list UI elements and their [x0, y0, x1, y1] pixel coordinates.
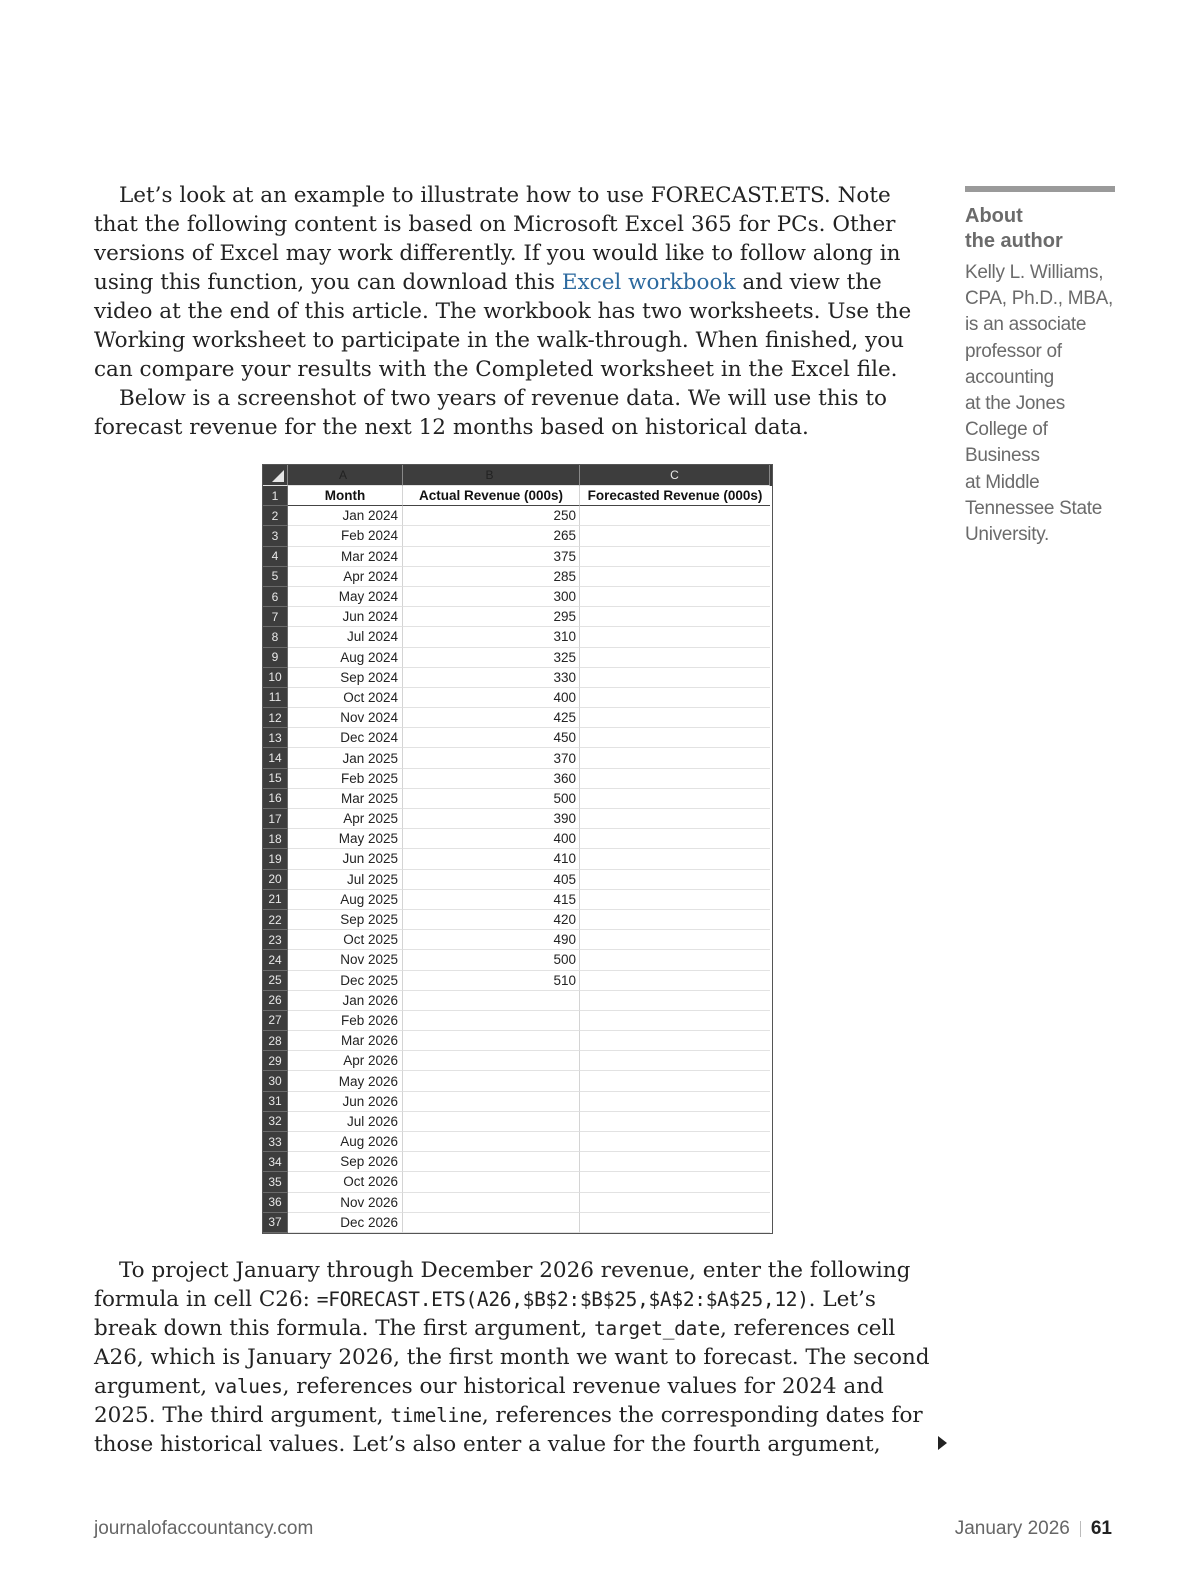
forecasted-revenue-cell[interactable]: [580, 526, 770, 546]
forecasted-revenue-cell[interactable]: [580, 1112, 770, 1132]
actual-revenue-cell[interactable]: 375: [403, 547, 580, 567]
actual-revenue-cell[interactable]: 450: [403, 728, 580, 748]
row-number[interactable]: 4: [263, 547, 288, 567]
row-number[interactable]: 11: [263, 688, 288, 708]
table-row: [263, 789, 772, 809]
row-number[interactable]: 19: [263, 849, 288, 869]
page-number: 61: [1090, 1518, 1112, 1539]
actual-revenue-cell[interactable]: 400: [403, 829, 580, 849]
footer-site: journalofaccountancy.com: [94, 1518, 314, 1539]
table-row: [263, 910, 772, 930]
month-cell[interactable]: Aug 2026: [288, 1132, 403, 1152]
forecasted-revenue-cell[interactable]: [580, 506, 770, 526]
about-author-sidebar: [965, 186, 1115, 548]
forecasted-revenue-cell[interactable]: [580, 849, 770, 869]
forecasted-revenue-cell[interactable]: [580, 627, 770, 647]
column-header-row: [263, 465, 772, 486]
row-number[interactable]: 37: [263, 1213, 288, 1233]
month-cell[interactable]: Jun 2025: [288, 849, 403, 869]
table-row: [263, 991, 772, 1011]
column-a-header[interactable]: A: [288, 465, 403, 486]
row-number[interactable]: 23: [263, 930, 288, 950]
month-cell[interactable]: Jul 2026: [288, 1112, 403, 1132]
month-cell[interactable]: Mar 2026: [288, 1031, 403, 1051]
row-number[interactable]: 26: [263, 991, 288, 1011]
row-number[interactable]: 16: [263, 789, 288, 809]
sheet-body: [263, 506, 772, 1233]
forecasted-revenue-cell[interactable]: [580, 870, 770, 890]
forecasted-revenue-cell[interactable]: [580, 769, 770, 789]
formula-paragraph: To project January through December 2026 revenue, enter the following formula in cell C26: =FORECAST.ETS(A26,$B$2:$B$25,$A$2:$A$25,12). Let’s break down this formula. The first argument, target_date, references cell A26, which is January 2026, the first month we want to forecast. The second argument, values, references our historical revenue values for 2024 and 2025. The third argument, timeline, references the corresponding dates for those historical values. Let’s also enter a value for the fourth argument,: [94, 1258, 930, 1457]
table-row: [263, 648, 772, 668]
actual-revenue-cell[interactable]: 405: [403, 870, 580, 890]
month-cell[interactable]: Feb 2024: [288, 526, 403, 546]
row-number[interactable]: 5: [263, 567, 288, 587]
table-row: [263, 1011, 772, 1031]
bio-line: professor of: [965, 340, 1062, 362]
bio-line: accounting: [965, 366, 1054, 388]
month-cell[interactable]: Nov 2026: [288, 1193, 403, 1213]
actual-revenue-cell[interactable]: 295: [403, 607, 580, 627]
excel-workbook-link[interactable]: Excel workbook: [561, 270, 736, 295]
actual-revenue-cell[interactable]: 500: [403, 789, 580, 809]
forecasted-revenue-cell[interactable]: [580, 1172, 770, 1192]
actual-revenue-cell[interactable]: 415: [403, 890, 580, 910]
forecasted-revenue-cell[interactable]: [580, 1071, 770, 1091]
row-number[interactable]: 34: [263, 1152, 288, 1172]
actual-revenue-cell[interactable]: 300: [403, 587, 580, 607]
forecasted-revenue-cell[interactable]: [580, 587, 770, 607]
actual-revenue-cell[interactable]: 410: [403, 849, 580, 869]
bio-line: at the Jones: [965, 393, 1065, 415]
row-number[interactable]: 10: [263, 668, 288, 688]
table-row: [263, 607, 772, 627]
table-row: [263, 708, 772, 728]
month-cell[interactable]: Oct 2025: [288, 930, 403, 950]
actual-revenue-cell[interactable]: 265: [403, 526, 580, 546]
forecasted-revenue-header-cell[interactable]: Forecasted Revenue (000s): [580, 486, 770, 506]
month-cell[interactable]: Oct 2026: [288, 1172, 403, 1192]
about-heading: About the author: [965, 205, 1063, 252]
row-number[interactable]: 3: [263, 526, 288, 546]
month-cell[interactable]: Jan 2026: [288, 991, 403, 1011]
forecasted-revenue-cell[interactable]: [580, 1213, 770, 1233]
month-cell[interactable]: May 2024: [288, 587, 403, 607]
table-row: [263, 1152, 772, 1172]
month-cell[interactable]: Jul 2025: [288, 870, 403, 890]
forecasted-revenue-cell[interactable]: [580, 930, 770, 950]
actual-revenue-cell[interactable]: 370: [403, 748, 580, 768]
row-number[interactable]: 12: [263, 708, 288, 728]
column-b-header[interactable]: B: [403, 465, 580, 486]
table-row: [263, 1051, 772, 1071]
table-row: [263, 930, 772, 950]
actual-revenue-cell[interactable]: 285: [403, 567, 580, 587]
month-cell[interactable]: Sep 2025: [288, 910, 403, 930]
row-number[interactable]: 20: [263, 870, 288, 890]
month-cell[interactable]: Apr 2024: [288, 567, 403, 587]
forecasted-revenue-cell[interactable]: [580, 829, 770, 849]
month-cell[interactable]: Mar 2024: [288, 547, 403, 567]
bio-line: at Middle: [965, 471, 1040, 493]
row-number[interactable]: 33: [263, 1132, 288, 1152]
table-row: [263, 1213, 772, 1233]
month-cell[interactable]: Jul 2024: [288, 627, 403, 647]
actual-revenue-cell[interactable]: 400: [403, 688, 580, 708]
table-header-row: [263, 486, 772, 506]
forecasted-revenue-cell[interactable]: [580, 748, 770, 768]
table-row: [263, 728, 772, 748]
month-cell[interactable]: Nov 2025: [288, 950, 403, 970]
revenue-spreadsheet: [262, 464, 773, 1234]
table-row: [263, 1092, 772, 1112]
table-row: [263, 829, 772, 849]
forecasted-revenue-cell[interactable]: [580, 1051, 770, 1071]
month-cell[interactable]: Apr 2026: [288, 1051, 403, 1071]
table-row: [263, 526, 772, 546]
month-cell[interactable]: Dec 2025: [288, 971, 403, 991]
row-number[interactable]: 7: [263, 607, 288, 627]
forecasted-revenue-cell[interactable]: [580, 668, 770, 688]
month-cell[interactable]: Jun 2024: [288, 607, 403, 627]
bio-line: University.: [965, 524, 1049, 546]
forecasted-revenue-cell[interactable]: [580, 567, 770, 587]
actual-revenue-cell[interactable]: 390: [403, 809, 580, 829]
row-number[interactable]: 32: [263, 1112, 288, 1132]
actual-revenue-cell[interactable]: [403, 1071, 580, 1091]
month-cell[interactable]: Jan 2025: [288, 748, 403, 768]
row-number[interactable]: 8: [263, 627, 288, 647]
table-row: [263, 870, 772, 890]
actual-revenue-header-cell[interactable]: Actual Revenue (000s): [403, 486, 580, 506]
forecasted-revenue-cell[interactable]: [580, 728, 770, 748]
row-number[interactable]: 2: [263, 506, 288, 526]
month-cell[interactable]: Sep 2024: [288, 668, 403, 688]
month-cell[interactable]: Aug 2025: [288, 890, 403, 910]
forecasted-revenue-cell[interactable]: [580, 1132, 770, 1152]
arg-target-date: target_date: [594, 1317, 720, 1340]
actual-revenue-cell[interactable]: [403, 1213, 580, 1233]
footer-issue: January 2026 61: [954, 1518, 1112, 1539]
row-number[interactable]: 14: [263, 748, 288, 768]
forecasted-revenue-cell[interactable]: [580, 1092, 770, 1112]
forecasted-revenue-cell[interactable]: [580, 688, 770, 708]
actual-revenue-cell[interactable]: 330: [403, 668, 580, 688]
actual-revenue-cell[interactable]: [403, 1193, 580, 1213]
month-cell[interactable]: Mar 2025: [288, 789, 403, 809]
table-row: [263, 627, 772, 647]
table-row: [263, 587, 772, 607]
row-number[interactable]: 35: [263, 1172, 288, 1192]
row-number[interactable]: 30: [263, 1071, 288, 1091]
month-cell[interactable]: Nov 2024: [288, 708, 403, 728]
forecasted-revenue-cell[interactable]: [580, 789, 770, 809]
table-row: [263, 748, 772, 768]
row-number[interactable]: 31: [263, 1092, 288, 1112]
select-all-corner[interactable]: [263, 465, 288, 486]
bio-line: College of: [965, 419, 1048, 441]
row-number[interactable]: 27: [263, 1011, 288, 1031]
actual-revenue-cell[interactable]: 360: [403, 769, 580, 789]
table-row: [263, 567, 772, 587]
table-row: [263, 506, 772, 526]
forecasted-revenue-cell[interactable]: [580, 1152, 770, 1172]
bio-line: CPA, Ph.D., MBA,: [965, 288, 1113, 310]
actual-revenue-cell[interactable]: 500: [403, 950, 580, 970]
intro-text: [94, 181, 934, 442]
table-row: [263, 809, 772, 829]
actual-revenue-cell[interactable]: 420: [403, 910, 580, 930]
row-number[interactable]: 1: [263, 486, 288, 506]
forecasted-revenue-cell[interactable]: [580, 1011, 770, 1031]
month-cell[interactable]: May 2025: [288, 829, 403, 849]
table-row: [263, 950, 772, 970]
sidebar-rule: [965, 186, 1115, 192]
forecasted-revenue-cell[interactable]: [580, 950, 770, 970]
row-number[interactable]: 28: [263, 1031, 288, 1051]
actual-revenue-cell[interactable]: [403, 1051, 580, 1071]
month-cell[interactable]: Feb 2025: [288, 769, 403, 789]
table-row: [263, 1071, 772, 1091]
forecasted-revenue-cell[interactable]: [580, 648, 770, 668]
actual-revenue-cell[interactable]: [403, 991, 580, 1011]
after-text: [94, 1256, 934, 1459]
table-row: [263, 971, 772, 991]
arg-values: values: [213, 1375, 283, 1398]
row-number[interactable]: 13: [263, 728, 288, 748]
forecasted-revenue-cell[interactable]: [580, 1031, 770, 1051]
row-number[interactable]: 22: [263, 910, 288, 930]
month-cell[interactable]: Sep 2026: [288, 1152, 403, 1172]
footer-divider: [1080, 1521, 1081, 1537]
intro-paragraph-1: Let’s look at an example to illustrate how to use FORECAST.ETS. Note that the following content is based on Microsoft Excel 365 for PCs. Other versions of Excel may work differently. If you would like to follow along in using this function, you can download this Excel workbook and view the video at the end of this article. The workbook has two worksheets. Use the Working worksheet to participate in the walk-through. When finished, you can compare your results with the Completed worksheet in the Excel file.: [94, 183, 912, 382]
month-cell[interactable]: Oct 2024: [288, 688, 403, 708]
forecasted-revenue-cell[interactable]: [580, 910, 770, 930]
month-cell[interactable]: May 2026: [288, 1071, 403, 1091]
row-number[interactable]: 9: [263, 648, 288, 668]
month-cell[interactable]: Apr 2025: [288, 809, 403, 829]
actual-revenue-cell[interactable]: 325: [403, 648, 580, 668]
actual-revenue-cell[interactable]: 425: [403, 708, 580, 728]
table-row: [263, 547, 772, 567]
formula-code: =FORECAST.ETS(A26,$B$2:$B$25,$A$2:$A$25,12): [316, 1288, 809, 1311]
forecasted-revenue-cell[interactable]: [580, 1193, 770, 1213]
month-cell[interactable]: Aug 2024: [288, 648, 403, 668]
month-cell[interactable]: Dec 2026: [288, 1213, 403, 1233]
forecasted-revenue-cell[interactable]: [580, 991, 770, 1011]
forecasted-revenue-cell[interactable]: [580, 971, 770, 991]
actual-revenue-cell[interactable]: [403, 1112, 580, 1132]
bio-line: Kelly L. Williams,: [965, 262, 1104, 283]
table-row: [263, 668, 772, 688]
bio-line: Tennessee State: [965, 497, 1103, 519]
author-bio: [965, 260, 1115, 548]
table-row: [263, 849, 772, 869]
actual-revenue-cell[interactable]: 310: [403, 627, 580, 647]
table-row: [263, 1172, 772, 1192]
month-cell[interactable]: Jan 2024: [288, 506, 403, 526]
actual-revenue-cell[interactable]: [403, 1092, 580, 1112]
actual-revenue-cell[interactable]: [403, 1132, 580, 1152]
actual-revenue-cell[interactable]: 490: [403, 930, 580, 950]
intro-paragraph-2: Below is a screenshot of two years of revenue data. We will use this to forecast revenue for the next 12 months based on historical data.: [94, 386, 887, 440]
row-number[interactable]: 25: [263, 971, 288, 991]
table-row: [263, 1193, 772, 1213]
month-cell[interactable]: Feb 2026: [288, 1011, 403, 1031]
row-number[interactable]: 36: [263, 1193, 288, 1213]
month-cell[interactable]: Dec 2024: [288, 728, 403, 748]
actual-revenue-cell[interactable]: 250: [403, 506, 580, 526]
table-row: [263, 890, 772, 910]
table-row: [263, 688, 772, 708]
row-number[interactable]: 6: [263, 587, 288, 607]
forecasted-revenue-cell[interactable]: [580, 547, 770, 567]
bio-line: Business: [965, 445, 1040, 467]
row-number[interactable]: 15: [263, 769, 288, 789]
row-number[interactable]: 17: [263, 809, 288, 829]
forecasted-revenue-cell[interactable]: [580, 607, 770, 627]
table-row: [263, 1132, 772, 1152]
actual-revenue-cell[interactable]: [403, 1011, 580, 1031]
bio-line: is an associate: [965, 314, 1087, 336]
table-row: [263, 1031, 772, 1051]
row-number[interactable]: 18: [263, 829, 288, 849]
forecasted-revenue-cell[interactable]: [580, 890, 770, 910]
forecasted-revenue-cell[interactable]: [580, 809, 770, 829]
row-number[interactable]: 29: [263, 1051, 288, 1071]
month-cell[interactable]: Jun 2026: [288, 1092, 403, 1112]
column-c-header[interactable]: C: [580, 465, 770, 486]
forecasted-revenue-cell[interactable]: [580, 708, 770, 728]
continue-arrow-icon: [938, 1436, 947, 1450]
actual-revenue-cell[interactable]: 510: [403, 971, 580, 991]
arg-timeline: timeline: [390, 1404, 482, 1427]
table-row: [263, 769, 772, 789]
row-number[interactable]: 24: [263, 950, 288, 970]
row-number[interactable]: 21: [263, 890, 288, 910]
month-header-cell[interactable]: Month: [288, 486, 403, 506]
actual-revenue-cell[interactable]: [403, 1031, 580, 1051]
table-row: [263, 1112, 772, 1132]
actual-revenue-cell[interactable]: [403, 1172, 580, 1192]
actual-revenue-cell[interactable]: [403, 1152, 580, 1172]
